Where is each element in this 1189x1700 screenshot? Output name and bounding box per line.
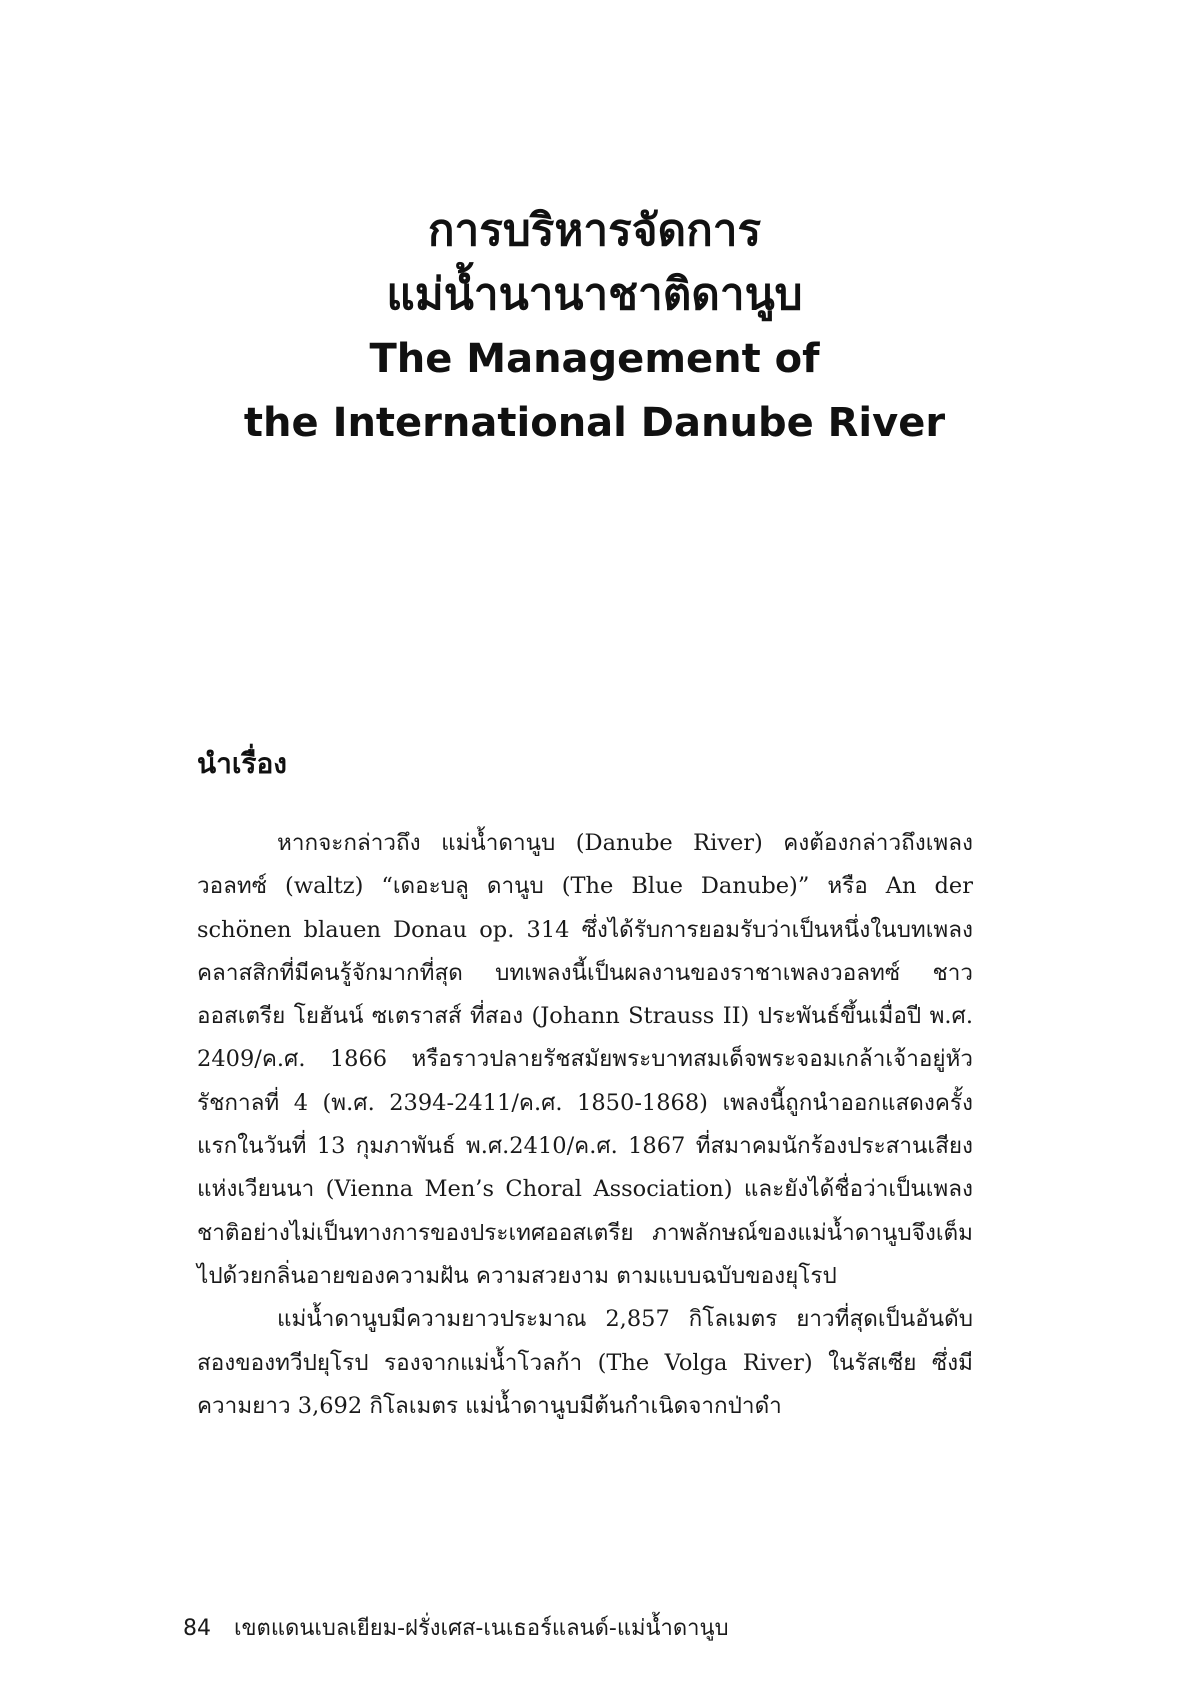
paragraph-1: หากจะกล่าวถึง แม่น้ำดานูบ (Danube River) คงต้องกล่าวถึงเพลงวอลทซ์ (waltz) “เดอะบลู ดานูบ (The Blue Danube)” หรือ An der schönen blauen Donau op. 314 ซึ่งได้รับการยอมรับว่าเป็นหนึ่งในบทเพลงคลาสสิกที่มีคนรู้จักมากที่สุด บทเพลงนี้เป็นผลงานของราชาเพลงวอลทซ์ ชาวออสเตรีย โยฮันน์ ซเตราสส์ ที่สอง (Johann Strauss II) ประพันธ์ขึ้นเมื่อปี พ.ศ. 2409/ค.ศ. 1866 หรือราวปลายรัชสมัยพระบาทสมเด็จพระจอมเกล้าเจ้าอยู่หัว รัชกาลที่ 4 (พ.ศ. 2394-2411/ค.ศ. 1850-1868) เพลงนี้ถูกนำออกแสดงครั้งแรกในวันที่ 13 กุมภาพันธ์ พ.ศ.2410/ค.ศ. 1867 ที่สมาคมนักร้องประสานเสียงแห่งเวียนนา (Vienna Men’s Choral Association) และยังได้ชื่อว่าเป็นเพลงชาติอย่างไม่เป็นทางการของประเทศออสเตรีย ภาพลักษณ์ของแม่น้ำดานูบจึงเต็มไปด้วยกลิ่นอายของความฝัน ความสวยงาม ตามแบบฉบับของยุโรป (197, 830, 973, 1289)
page-footer (183, 1610, 729, 1645)
section-heading: นำเรื่อง (197, 747, 287, 780)
running-title: เขตแดนเบลเยียม-ฝรั่งเศส-เนเธอร์แลนด์-แม่น้ำดานูบ (234, 1616, 729, 1641)
page-number: 84 (183, 1616, 211, 1641)
title-english-line-2: the International Danube River (243, 400, 946, 447)
chapter-title (0, 199, 1189, 455)
title-thai-line-1: การบริหารจัดการ (427, 205, 762, 257)
title-english-line-1: The Management of (369, 336, 820, 383)
title-thai-line-2: แม่น้ำนานาชาติดานูบ (386, 269, 803, 321)
body-text (197, 822, 973, 1428)
paragraph-2: แม่น้ำดานูบมีความยาวประมาณ 2,857 กิโลเมตร ยาวที่สุดเป็นอันดับสองของทวีปยุโรป รองจากแม่น้ำโวลก้า (The Volga River) ในรัสเซีย ซึ่งมีความยาว 3,692 กิโลเมตร แม่น้ำดานูบมีต้นกำเนิดจากป่าดำ (197, 1306, 973, 1419)
